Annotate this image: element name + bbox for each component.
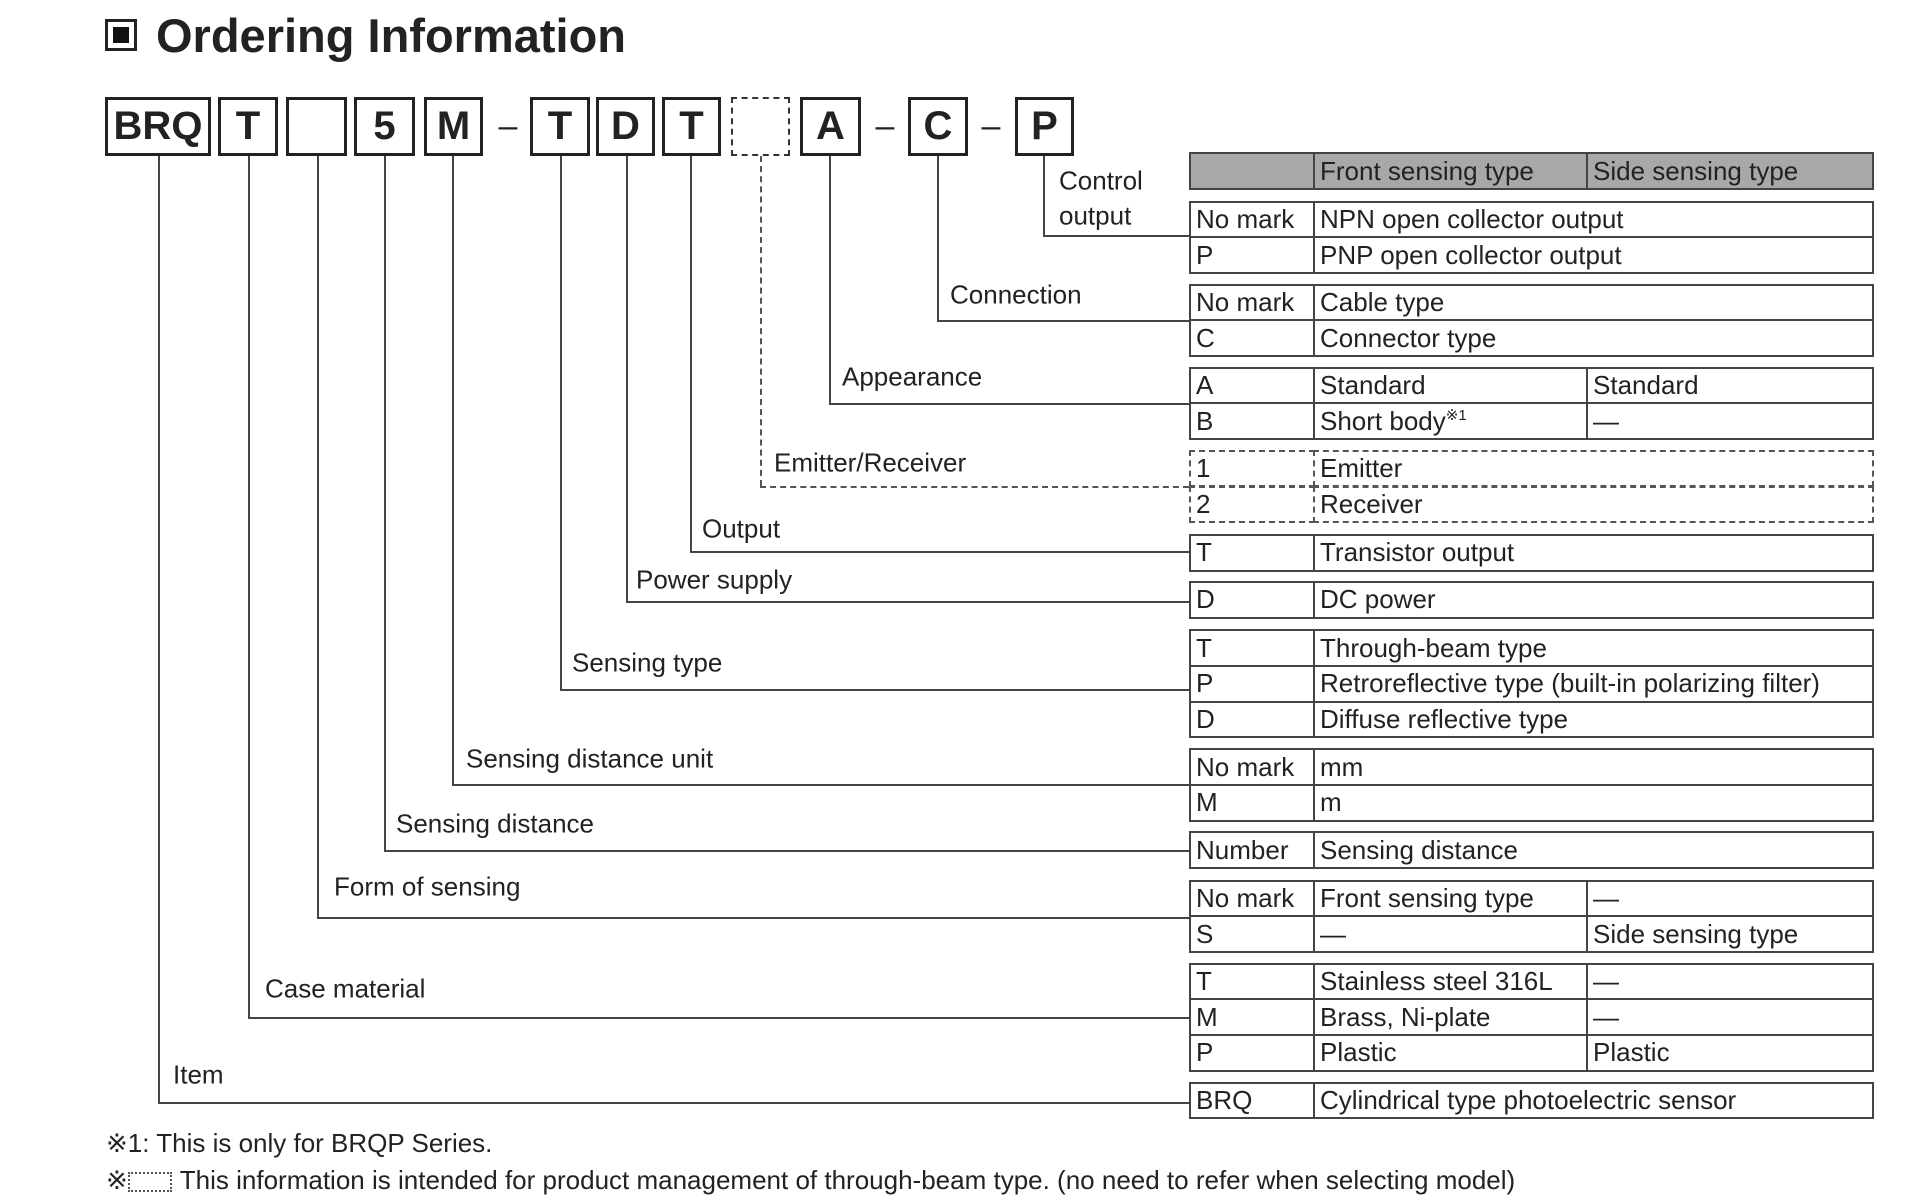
- dotted-box-icon: [128, 1172, 172, 1192]
- code-cell: C: [1189, 319, 1315, 357]
- code-cell: T: [1189, 963, 1315, 1001]
- connector-line: [690, 156, 692, 551]
- code-cell: D: [1189, 581, 1315, 619]
- connector-line: [248, 1017, 1189, 1019]
- description-cell: mm: [1313, 748, 1874, 786]
- group-label: Sensing distance: [396, 808, 595, 839]
- connector-line: [829, 156, 831, 403]
- group-label: Output: [702, 513, 781, 544]
- code-cell: M: [1189, 998, 1315, 1036]
- group-label: Emitter/Receiver: [774, 447, 967, 478]
- code-segment-box: T: [530, 97, 590, 156]
- connector-line: [760, 486, 1189, 488]
- code-cell: No mark: [1189, 201, 1315, 239]
- connector-line: [760, 156, 762, 486]
- connector-line: [317, 156, 319, 917]
- group-label: Appearance: [842, 361, 983, 392]
- code-cell: No mark: [1189, 880, 1315, 918]
- code-segment-box: T: [662, 97, 721, 156]
- code-segment-box: D: [596, 97, 655, 156]
- code-cell: P: [1189, 665, 1315, 703]
- group-label: Connection: [950, 279, 1082, 310]
- group-label: Sensing type: [572, 647, 723, 678]
- code-segment-box: A: [800, 97, 861, 156]
- code-cell: B: [1189, 402, 1315, 440]
- description-cell: Plastic: [1313, 1034, 1588, 1072]
- connector-line: [626, 601, 1189, 603]
- page-title: Ordering Information: [156, 9, 626, 62]
- table-header-cell: Side sensing type: [1586, 152, 1874, 190]
- connector-line: [452, 156, 454, 784]
- description-cell: —: [1313, 915, 1588, 953]
- description-cell: —: [1586, 998, 1874, 1036]
- footnote-marker: ※1: [1445, 407, 1467, 425]
- group-label: Item: [173, 1059, 224, 1090]
- code-cell: A: [1189, 367, 1315, 405]
- connector-line: [690, 551, 1189, 553]
- code-cell: M: [1189, 784, 1315, 822]
- connector-line: [829, 403, 1189, 405]
- code-cell: T: [1189, 629, 1315, 667]
- footnote-2-mark: ※: [106, 1165, 128, 1195]
- description-cell: Retroreflective type (built-in polarizing filter): [1313, 665, 1874, 703]
- description-cell: —: [1586, 963, 1874, 1001]
- description-cell: m: [1313, 784, 1874, 822]
- connector-line: [158, 1102, 1189, 1104]
- connector-line: [317, 917, 1189, 919]
- connector-line: [1043, 156, 1045, 235]
- description-cell: NPN open collector output: [1313, 201, 1874, 239]
- description-cell: PNP open collector output: [1313, 236, 1874, 274]
- description-cell: [1313, 402, 1588, 440]
- description-cell: Sensing distance: [1313, 831, 1874, 869]
- description-cell: Stainless steel 316L: [1313, 963, 1588, 1001]
- code-cell: T: [1189, 534, 1315, 572]
- code-separator: –: [498, 107, 518, 145]
- code-cell: No mark: [1189, 284, 1315, 322]
- code-separator: –: [875, 107, 895, 145]
- code-segment-box: [731, 97, 790, 156]
- description-cell: DC power: [1313, 581, 1874, 619]
- connector-line: [384, 156, 386, 850]
- description-cell: Emitter: [1313, 450, 1874, 488]
- description-cell: Front sensing type: [1313, 880, 1588, 918]
- connector-line: [937, 156, 939, 320]
- description-cell: Side sensing type: [1586, 915, 1874, 953]
- code-cell: BRQ: [1189, 1082, 1315, 1120]
- connector-line: [158, 156, 160, 1102]
- code-segment-box: [286, 97, 347, 156]
- code-cell: P: [1189, 236, 1315, 274]
- description-cell: Standard: [1586, 367, 1874, 405]
- group-label: Power supply: [636, 564, 793, 595]
- connector-line: [1043, 235, 1189, 237]
- description-cell: Connector type: [1313, 319, 1874, 357]
- description-cell: Brass, Ni-plate: [1313, 998, 1588, 1036]
- description-cell: Cylindrical type photoelectric sensor: [1313, 1082, 1874, 1120]
- group-label: Case material: [265, 973, 426, 1004]
- code-cell: 2: [1189, 486, 1315, 524]
- description-cell: Through-beam type: [1313, 629, 1874, 667]
- code-separator: –: [981, 107, 1001, 145]
- code-segment-box: BRQ: [105, 97, 211, 156]
- connector-line: [384, 850, 1189, 852]
- code-cell: D: [1189, 701, 1315, 739]
- footnote-2-text: This information is intended for product management of through-beam type. (no need to refer when selecting model): [179, 1165, 1516, 1195]
- description-cell: Standard: [1313, 367, 1588, 405]
- description-cell: —: [1586, 880, 1874, 918]
- code-cell: 1: [1189, 450, 1315, 488]
- code-segment-box: C: [908, 97, 968, 156]
- connector-line: [248, 156, 250, 1017]
- table-header-cell: [1189, 152, 1315, 190]
- group-label: output: [1059, 200, 1132, 231]
- connector-line: [626, 156, 628, 601]
- description-text: Short body: [1320, 405, 1446, 436]
- description-cell: Diffuse reflective type: [1313, 701, 1874, 739]
- connector-line: [452, 784, 1189, 786]
- code-segment-box: M: [424, 97, 483, 156]
- description-cell: Cable type: [1313, 284, 1874, 322]
- description-cell: Transistor output: [1313, 534, 1874, 572]
- code-cell: S: [1189, 915, 1315, 953]
- group-label: Sensing distance unit: [466, 743, 714, 774]
- code-segment-box: T: [218, 97, 278, 156]
- group-label: Form of sensing: [334, 871, 521, 902]
- code-cell: Number: [1189, 831, 1315, 869]
- connector-line: [937, 320, 1189, 322]
- title-square-icon: [105, 19, 137, 51]
- code-cell: No mark: [1189, 748, 1315, 786]
- group-label: Control: [1059, 165, 1143, 196]
- connector-line: [560, 689, 1189, 691]
- code-segment-box: 5: [354, 97, 415, 156]
- footnote-2: [106, 1165, 1515, 1196]
- footnote-1: ※1: This is only for BRQP Series.: [106, 1128, 493, 1158]
- description-cell: —: [1586, 402, 1874, 440]
- code-cell: P: [1189, 1034, 1315, 1072]
- connector-line: [560, 156, 562, 689]
- description-cell: Plastic: [1586, 1034, 1874, 1072]
- description-cell: Receiver: [1313, 486, 1874, 524]
- table-header-cell: Front sensing type: [1313, 152, 1588, 190]
- code-segment-box: P: [1015, 97, 1074, 156]
